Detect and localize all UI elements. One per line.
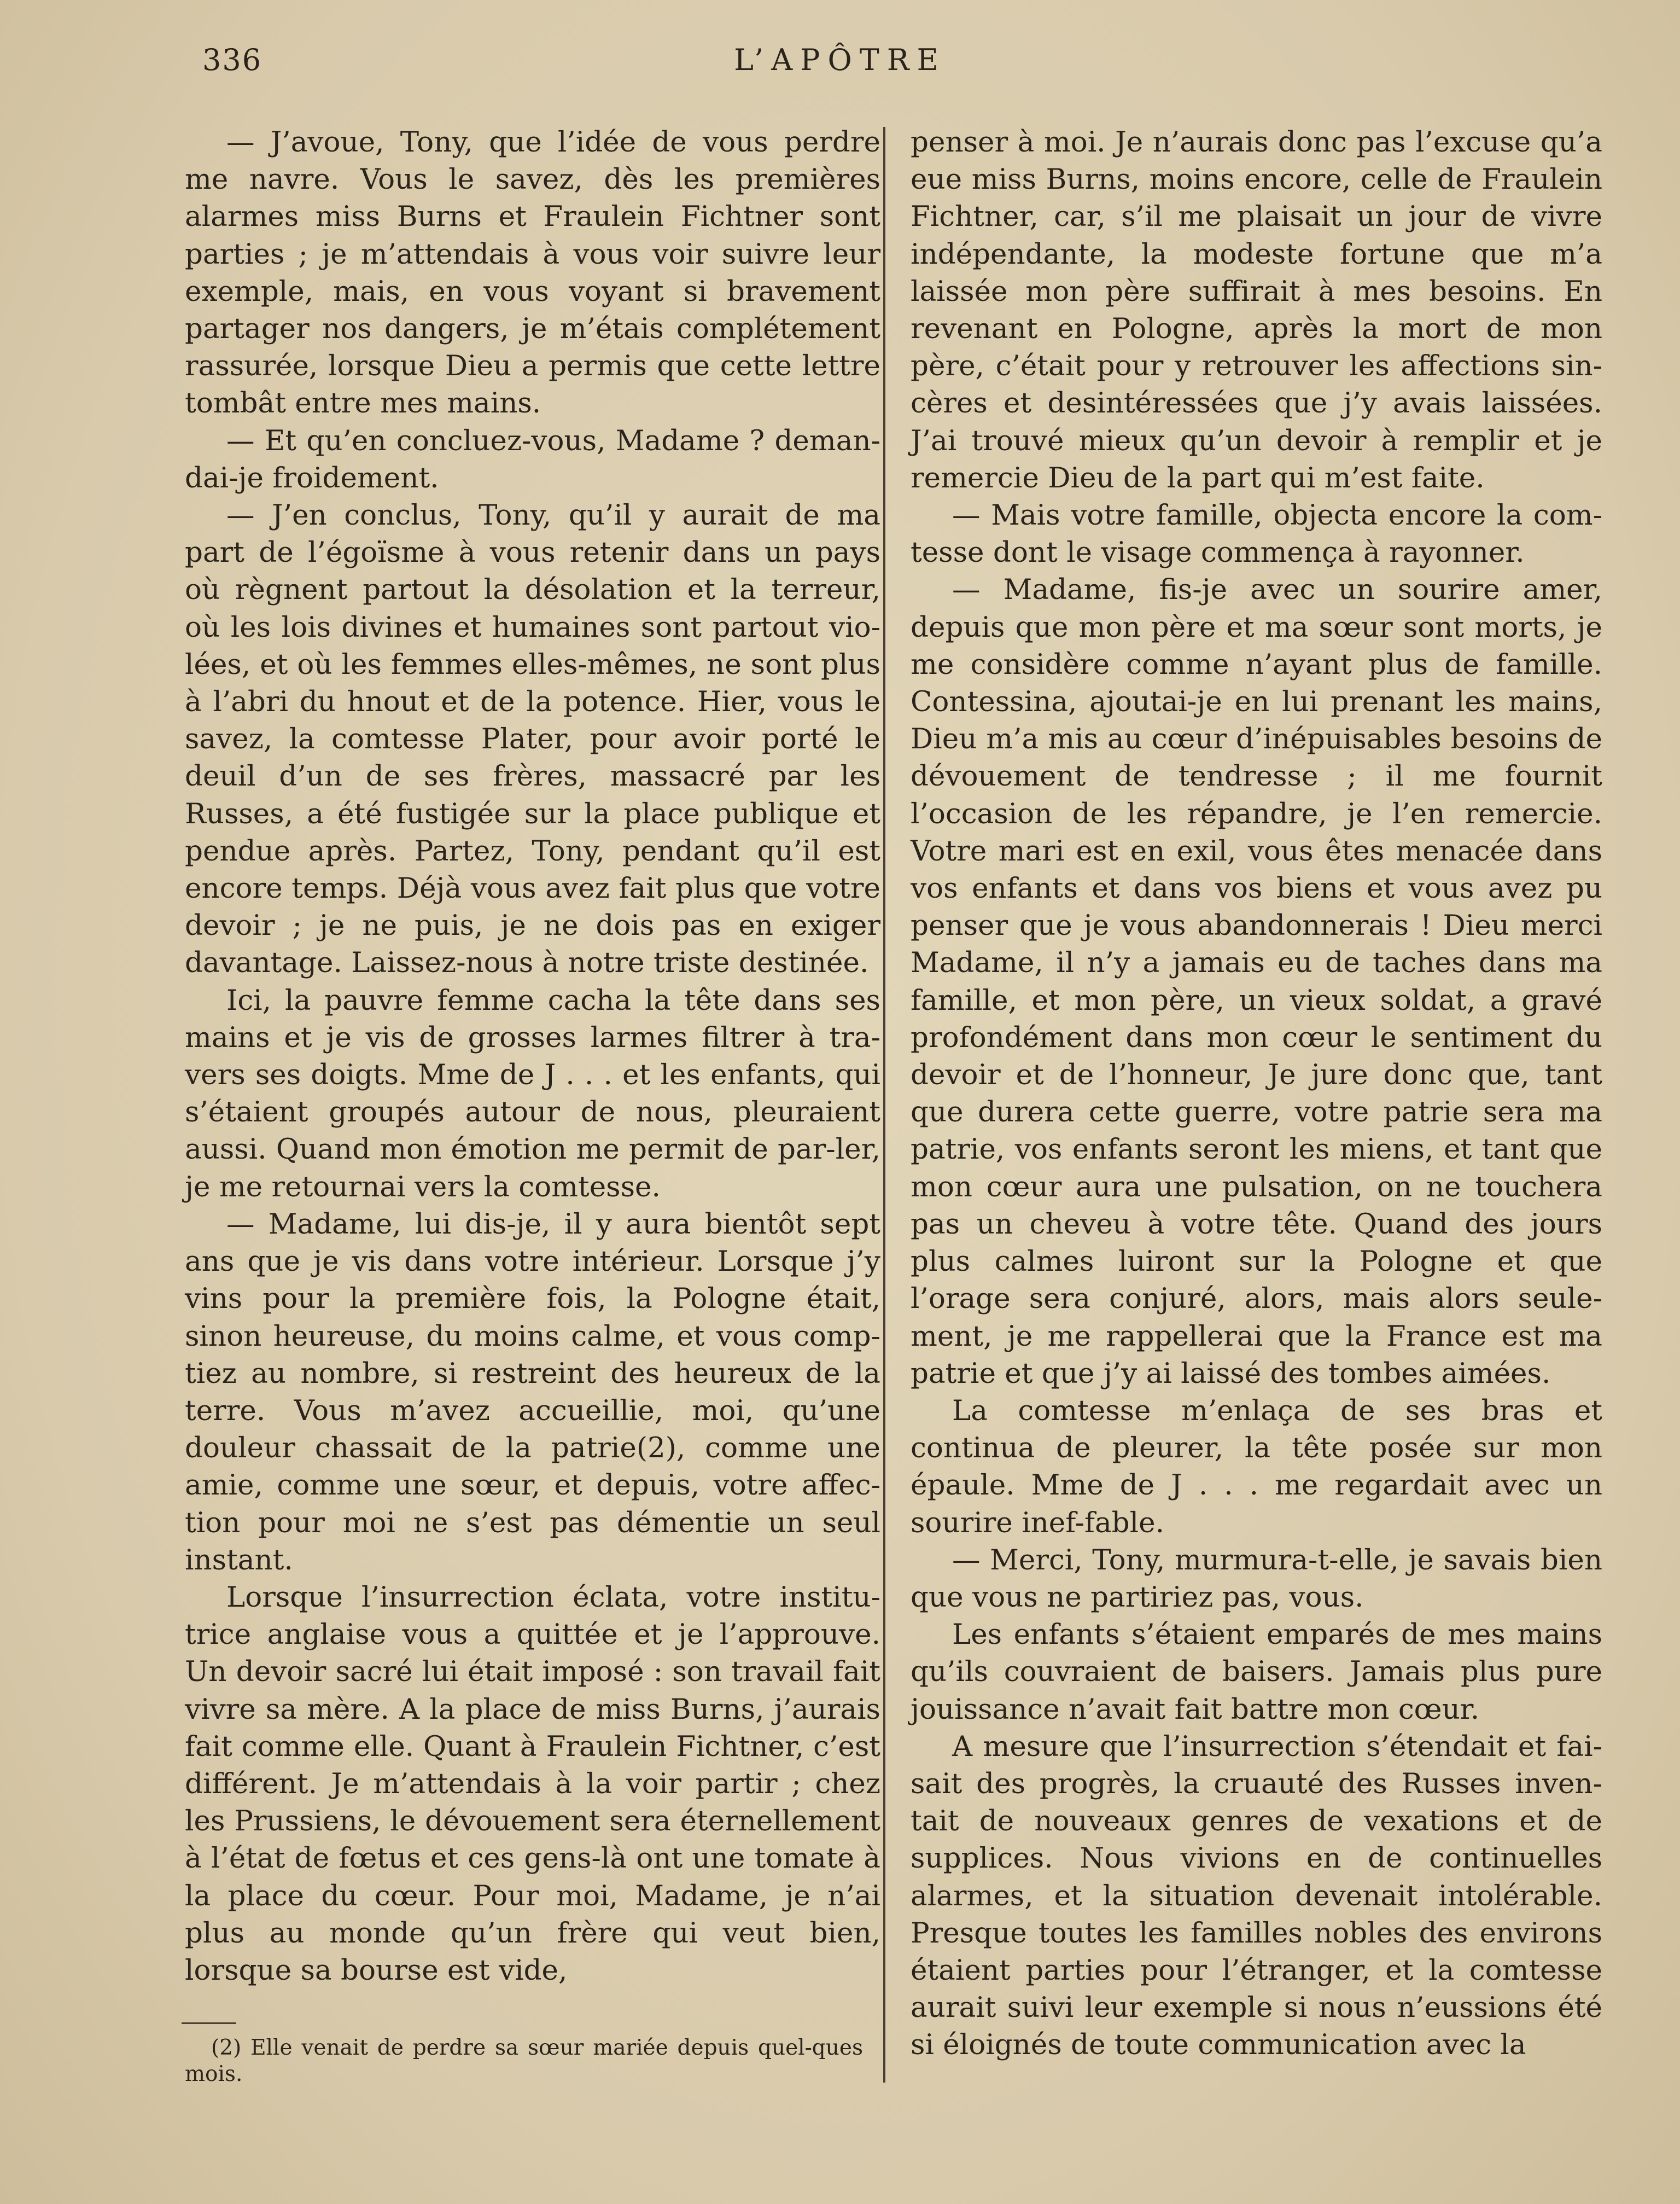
paragraph: — Et qu’en concluez-vous, Madame ? deman-dai-je froidement. xyxy=(185,424,880,495)
footnote-rule xyxy=(182,2022,236,2024)
paragraph: Ici, la pauvre femme cacha la tête dans ses mains et je vis de grosses larmes filtrer à tra-vers ses doigts. Mme de J . . . et les enfants, qui s’étaient groupés autour de nous, pleuraient aussi. Quand mon émotion me permit de par-ler, je me retournai vers la comtesse. xyxy=(185,984,880,1203)
column-divider xyxy=(883,127,885,2083)
left-column xyxy=(185,124,880,1989)
paragraph: Les enfants s’étaient emparés de mes mains qu’ils couvraient de baisers. Jamais plus pure jouissance n’avait fait battre mon cœur. xyxy=(911,1618,1602,1726)
paragraph: — J’avoue, Tony, que l’idée de vous perdre me navre. Vous le savez, dès les premières alarmes miss Burns et Fraulein Fichtner sont parties ; je m’attendais à vous voir suivre leur exemple, mais, en vous voyant si bravement partager nos dangers, je m’étais complétement rassurée, lorsque Dieu a permis que cette lettre tombât entre mes mains. xyxy=(185,126,880,420)
paragraph: — Merci, Tony, murmura-t-elle, je savais bien que vous ne partiriez pas, vous. xyxy=(911,1543,1602,1614)
footnote xyxy=(185,2035,863,2087)
page-header xyxy=(0,43,1680,81)
paragraph: Lorsque l’insurrection éclata, votre institu-trice anglaise vous a quittée et je l’approuve. Un devoir sacré lui était imposé : son travail fait vivre sa mère. A la place de miss Burns, j’aurais fait comme elle. Quant à Fraulein Fichtner, c’est différent. Je m’attendais à la voir partir ; chez les Prussiens, le dévouement sera éternellement à l’état de fœtus et ces gens-là ont une tomate à la place du cœur. Pour moi, Madame, je n’ai plus au monde qu’un frère qui veut bien, lorsque sa bourse est vide, xyxy=(185,1580,880,1987)
paragraph: — Mais votre famille, objecta encore la com-tesse dont le visage commença à rayonner. xyxy=(911,499,1602,569)
page-number: 336 xyxy=(202,43,262,77)
paragraph: — Madame, lui dis-je, il y aura bientôt sept ans que je vis dans votre intérieur. Lorsque j’y vins pour la première fois, la Pologne était, sinon heureuse, du moins calme, et vous comp-tiez au nombre, si restreint des heureux de la terre. Vous m’avez accueillie, moi, qu’une douleur chassait de la patrie(2), comme une amie, comme une sœur, et depuis, votre affec-tion pour moi ne s’est pas démentie un seul instant. xyxy=(185,1207,880,1577)
paragraph: — Madame, fis-je avec un sourire amer, depuis que mon père et ma sœur sont morts, je me considère comme n’ayant plus de famille. Contessina, ajoutai-je en lui prenant les mains, Dieu m’a mis au cœur d’inépuisables besoins de dévouement de tendresse ; il me fournit l’occasion de les répandre, je l’en remercie. Votre mari est en exil, vous êtes menacée dans vos enfants et dans vos biens et vous avez pu penser que je vous abandonnerais ! Dieu merci Madame, il n’y a jamais eu de taches dans ma famille, et mon père, un vieux soldat, a gravé profondément dans mon cœur le sentiment du devoir et de l’honneur, Je jure donc que, tant que durera cette guerre, votre patrie sera ma patrie, vos enfants seront les miens, et tant que mon cœur aura une pulsation, on ne touchera pas un cheveu à votre tête. Quand des jours plus calmes luiront sur la Pologne et que l’orage sera conjuré, alors, mais alors seule-ment, je me rappellerai que la France est ma patrie et que j’y ai laissé des tombes aimées. xyxy=(911,573,1602,1390)
paragraph: — J’en conclus, Tony, qu’il y aurait de ma part de l’égoïsme à vous retenir dans un pays où règnent partout la désolation et la terreur, où les lois divines et humaines sont partout vio-lées, et où les femmes elles-mêmes, ne sont plus à l’abri du hnout et de la potence. Hier, vous le savez, la comtesse Plater, pour avoir porté le deuil d’un de ses frères, massacré par les Russes, a été fustigée sur la place publique et pendue après. Partez, Tony, pendant qu’il est encore temps. Déjà vous avez fait plus que votre devoir ; je ne puis, je ne dois pas en exiger davantage. Laissez-nous à notre triste destinée. xyxy=(185,499,880,980)
footnote-text: (2) Elle venait de perdre sa sœur mariée depuis quel-ques mois. xyxy=(185,2036,863,2086)
paragraph: La comtesse m’enlaça de ses bras et continua de pleurer, la tête posée sur mon épaule. Mme de J . . . me regardait avec un sourire inef-fable. xyxy=(911,1394,1602,1539)
right-column xyxy=(911,124,1602,2064)
paragraph: A mesure que l’insurrection s’étendait et fai-sait des progrès, la cruauté des Russes inven-tait de nouveaux genres de vexations et de supplices. Nous vivions en de continuelles alarmes, et la situation devenait intolérable. Presque toutes les familles nobles des environs étaient parties pour l’étranger, et la comtesse aurait suivi leur exemple si nous n’eussions été si éloignés de toute communication avec la xyxy=(911,1730,1602,2062)
running-title: L’APÔTRE xyxy=(734,43,946,77)
paragraph: penser à moi. Je n’aurais donc pas l’excuse qu’a eue miss Burns, moins encore, celle de Fraulein Fichtner, car, s’il me plaisait un jour de vivre indépendante, la modeste fortune que m’a laissée mon père suffirait à mes besoins. En revenant en Pologne, après la mort de mon père, c’était pour y retrouver les affections sin-cères et desintéressées que j’y avais laissées. J’ai trouvé mieux qu’un devoir à remplir et je remercie Dieu de la part qui m’est faite. xyxy=(911,126,1602,495)
